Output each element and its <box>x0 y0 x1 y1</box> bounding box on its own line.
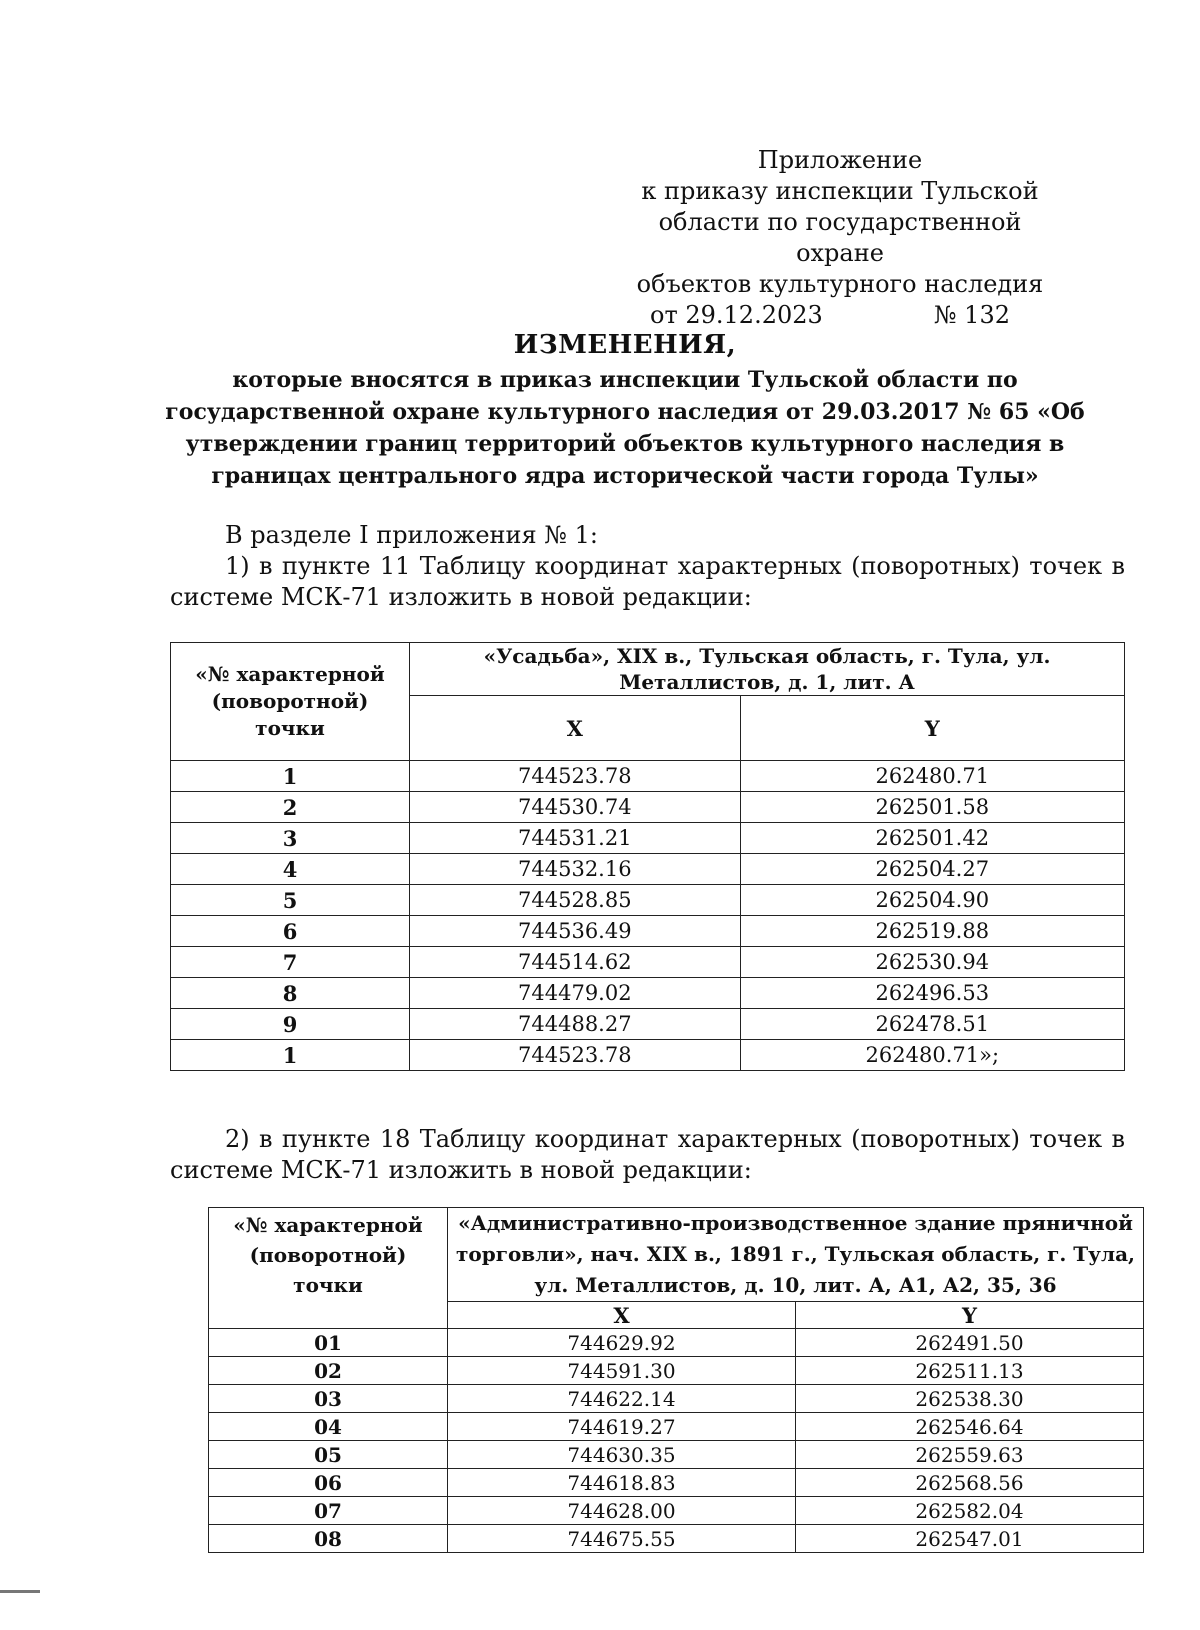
table-row <box>209 1441 1144 1469</box>
table-2-body <box>209 1329 1144 1553</box>
y-coordinate-cell: 262546.64 <box>795 1413 1143 1441</box>
order-date: от 29.12.2023 <box>650 301 823 329</box>
table-row <box>171 792 1125 823</box>
point-number-cell: 02 <box>209 1357 448 1385</box>
appendix-header <box>620 145 1060 331</box>
table-row <box>171 761 1125 792</box>
coordinates-table-2 <box>208 1207 1144 1553</box>
table-1-x-header: X <box>410 696 741 761</box>
y-coordinate-cell: 262504.27 <box>740 854 1124 885</box>
x-coordinate-cell: 744629.92 <box>448 1329 796 1357</box>
point-number-cell: 08 <box>209 1525 448 1553</box>
order-number: № 132 <box>933 301 1010 329</box>
table-row <box>209 1385 1144 1413</box>
table-row <box>209 1497 1144 1525</box>
appendix-label: Приложение <box>757 146 923 174</box>
y-coordinate-cell: 262547.01 <box>795 1525 1143 1553</box>
point-number-cell: 07 <box>209 1497 448 1525</box>
y-coordinate-cell: 262480.71 <box>740 761 1124 792</box>
table-row <box>171 823 1125 854</box>
table-1-point-header: «№ характерной (поворотной) точки <box>171 643 410 761</box>
table-row <box>171 978 1125 1009</box>
x-coordinate-cell: 744523.78 <box>410 1040 741 1071</box>
point-number-cell: 8 <box>171 978 410 1009</box>
table-row <box>171 1040 1125 1071</box>
y-coordinate-cell: 262568.56 <box>795 1469 1143 1497</box>
page-edge-mark <box>0 1590 40 1593</box>
x-coordinate-cell: 744514.62 <box>410 947 741 978</box>
point-number-cell: 2 <box>171 792 410 823</box>
intro-paragraph <box>170 520 1125 613</box>
y-coordinate-cell: 262501.58 <box>740 792 1124 823</box>
y-coordinate-cell: 262480.71»; <box>740 1040 1124 1071</box>
x-coordinate-cell: 744536.49 <box>410 916 741 947</box>
y-coordinate-cell: 262538.30 <box>795 1385 1143 1413</box>
x-coordinate-cell: 744528.85 <box>410 885 741 916</box>
appendix-region-line: области по государственной охране <box>658 208 1022 267</box>
x-coordinate-cell: 744530.74 <box>410 792 741 823</box>
order-date-number <box>620 300 1060 331</box>
x-coordinate-cell: 744532.16 <box>410 854 741 885</box>
point-number-cell: 03 <box>209 1385 448 1413</box>
x-coordinate-cell: 744630.35 <box>448 1441 796 1469</box>
x-coordinate-cell: 744523.78 <box>410 761 741 792</box>
table-row <box>209 1469 1144 1497</box>
point-number-cell: 01 <box>209 1329 448 1357</box>
x-coordinate-cell: 744675.55 <box>448 1525 796 1553</box>
table-row <box>171 885 1125 916</box>
coordinates-table-1 <box>170 642 1125 1071</box>
y-coordinate-cell: 262559.63 <box>795 1441 1143 1469</box>
item-1-text: 1) в пункте 11 Таблицу координат характерных (поворотных) точек в системе МСК-71 изложить в новой редакции: <box>170 552 1125 611</box>
y-coordinate-cell: 262504.90 <box>740 885 1124 916</box>
y-coordinate-cell: 262491.50 <box>795 1329 1143 1357</box>
x-coordinate-cell: 744488.27 <box>410 1009 741 1040</box>
point-number-cell: 1 <box>171 761 410 792</box>
point-number-cell: 4 <box>171 854 410 885</box>
table-1-y-header: Y <box>740 696 1124 761</box>
x-coordinate-cell: 744622.14 <box>448 1385 796 1413</box>
table-2-object-header: «Административно-производственное здание пряничной торговли», нач. XIX в., 1891 г., Тульская область, г. Тула, ул. Металлистов, д. 10, лит. А, А1, А2, 35, 36 <box>448 1208 1144 1302</box>
table-row <box>171 916 1125 947</box>
y-coordinate-cell: 262501.42 <box>740 823 1124 854</box>
document-title <box>150 330 1100 492</box>
point-number-cell: 7 <box>171 947 410 978</box>
table-row <box>209 1329 1144 1357</box>
appendix-heritage-line: объектов культурного наследия <box>636 270 1044 298</box>
table-1-body <box>171 761 1125 1071</box>
point-number-cell: 3 <box>171 823 410 854</box>
y-coordinate-cell: 262519.88 <box>740 916 1124 947</box>
x-coordinate-cell: 744531.21 <box>410 823 741 854</box>
table-row <box>209 1413 1144 1441</box>
x-coordinate-cell: 744628.00 <box>448 1497 796 1525</box>
point-number-cell: 5 <box>171 885 410 916</box>
intro-text: В разделе I приложения № 1: <box>225 521 598 549</box>
x-coordinate-cell: 744618.83 <box>448 1469 796 1497</box>
point-number-cell: 6 <box>171 916 410 947</box>
y-coordinate-cell: 262478.51 <box>740 1009 1124 1040</box>
x-coordinate-cell: 744479.02 <box>410 978 741 1009</box>
table-2-y-header: Y <box>795 1302 1143 1329</box>
table-row <box>209 1525 1144 1553</box>
item-2-paragraph <box>170 1124 1125 1186</box>
point-number-cell: 06 <box>209 1469 448 1497</box>
table-2-point-header: «№ характерной (поворотной) точки <box>209 1208 448 1329</box>
title-subtitle: которые вносятся в приказ инспекции Тульской области по государственной охране культурного наследия от 29.03.2017 № 65 «Об утверждении границ территорий объектов культурного наследия в границах центрального ядра исторической части города Тулы» <box>165 367 1085 489</box>
y-coordinate-cell: 262511.13 <box>795 1357 1143 1385</box>
x-coordinate-cell: 744591.30 <box>448 1357 796 1385</box>
title-heading: ИЗМЕНЕНИЯ, <box>513 330 737 360</box>
table-row <box>171 854 1125 885</box>
point-number-cell: 04 <box>209 1413 448 1441</box>
y-coordinate-cell: 262582.04 <box>795 1497 1143 1525</box>
table-row <box>171 1009 1125 1040</box>
item-2-text: 2) в пункте 18 Таблицу координат характерных (поворотных) точек в системе МСК-71 изложить в новой редакции: <box>170 1125 1125 1184</box>
y-coordinate-cell: 262530.94 <box>740 947 1124 978</box>
point-number-cell: 05 <box>209 1441 448 1469</box>
point-number-cell: 9 <box>171 1009 410 1040</box>
table-row <box>209 1357 1144 1385</box>
y-coordinate-cell: 262496.53 <box>740 978 1124 1009</box>
table-1-object-header: «Усадьба», XIX в., Тульская область, г. Тула, ул. Металлистов, д. 1, лит. А <box>410 643 1125 696</box>
table-row <box>171 947 1125 978</box>
point-number-cell: 1 <box>171 1040 410 1071</box>
x-coordinate-cell: 744619.27 <box>448 1413 796 1441</box>
appendix-order-line: к приказу инспекции Тульской <box>641 177 1039 205</box>
table-2-x-header: X <box>448 1302 796 1329</box>
